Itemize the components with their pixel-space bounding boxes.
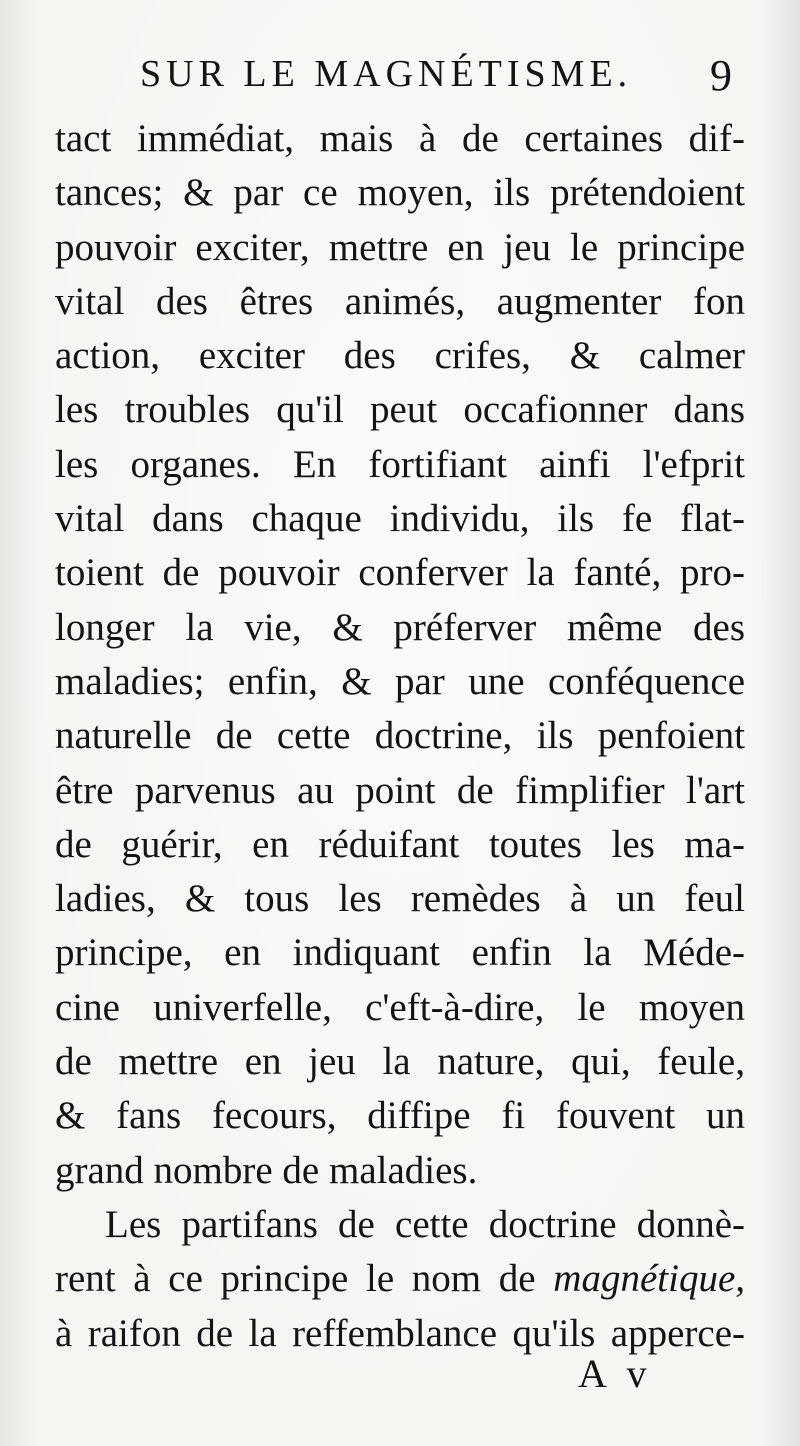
text-line: les organes. En fortifiant ainfi l'efprit [55,442,745,486]
text-line: pouvoir exciter, mettre en jeu le principe [55,225,745,269]
running-title: SUR LE MAGNÉTISME. [140,53,633,95]
text-line: vital dans chaque individu, ils fe flat- [55,497,745,541]
text-line: action, exciter des crifes, & calmer [55,334,745,378]
text-line: ladies, & tous les remèdes à un feul [55,877,745,921]
text-line-with-italic [55,1252,745,1306]
text-line: vital des êtres animés, augmenter fon [55,279,745,323]
running-head [140,52,740,102]
text-line: longer la vie, & préferver même des [55,605,745,649]
text-line: de mettre en jeu la nature, qui, feule, [55,1040,745,1084]
text-line: naturelle de cette doctrine, ils penfoient [55,714,745,758]
text-line: grand nombre de maladies. [55,1148,478,1192]
text-line: les troubles qu'il peut occafionner dans [55,388,745,432]
text-segment: rent à ce principe le nom de [55,1257,536,1301]
paragraph-start-line: Les partifans de cette doctrine donnè- [105,1202,745,1246]
text-line: toient de pouvoir conferver la fanté, pro- [55,551,745,595]
text-line: cine univerfelle, c'eft-à-dire, le moyen [55,985,745,1029]
signature-mark: A v [578,1351,653,1396]
text-line: maladies; enfin, & par une conféquence [55,659,745,703]
text-line: tances; & par ce moyen, ils prétendoient [55,171,745,215]
text-line: & fans fecours, diffipe fi fouvent un [55,1094,745,1138]
text-line: principe, en indiquant enfin la Méde- [55,931,745,975]
page-number: 9 [710,51,732,100]
text-line: tact immédiat, mais à de certaines dif- [55,117,745,160]
italic-term: magnétique, [553,1257,746,1301]
text-line: de guérir, en réduifant toutes les ma- [55,822,745,866]
text-line: à raifon de la reffemblance qu'ils apperce- [55,1311,745,1355]
body-text [55,112,745,1361]
text-line: être parvenus au point de fimplifier l'art [55,768,745,812]
